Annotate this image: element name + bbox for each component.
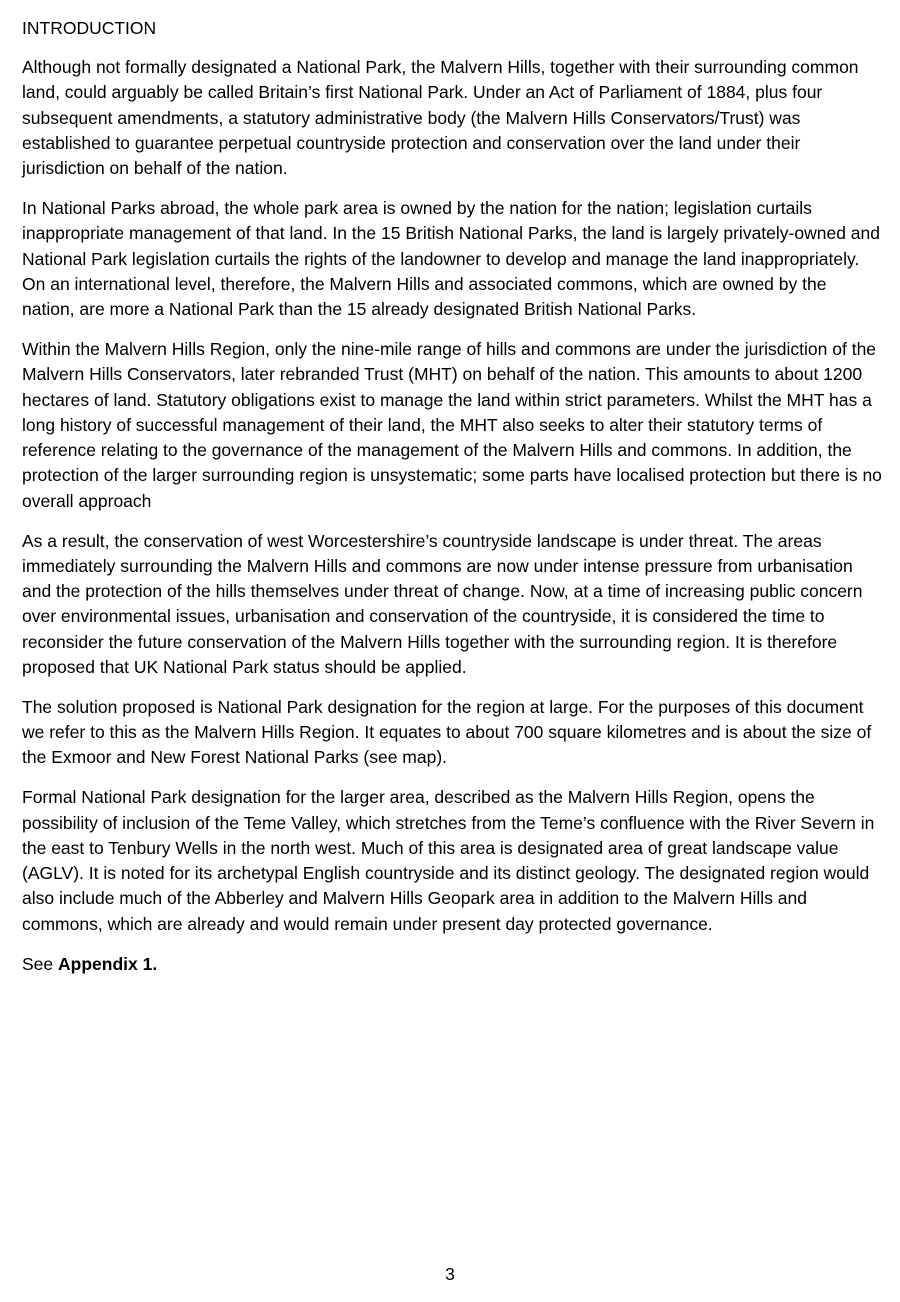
appendix-reference-prefix: See (22, 953, 58, 974)
paragraph-formal-designation: Formal National Park designation for the larger area, described as the Malvern Hills Region, opens the possibility of inclusion of the Teme Valley, which stretches from the Teme’s confluence with the River Severn in the east to Tenbury Wells in the north west. Much of this area is designated area of great landscape value (AGLV). It is noted for its archetypal English countryside and its distinct geology. The designated region would also include much of the Abberley and Malvern Hills Geopark area in addition to the Malvern Hills and commons, which are already and would remain under present day protected governance. (22, 787, 875, 934)
paragraph-conservation-threat: As a result, the conservation of west Worcestershire’s countryside landscape is under threat. The areas immediately surrounding the Malvern Hills and commons are now under intense pressure from urbanisation and the protection of the hills themselves under threat of change. Now, at a time of increasing public concern over environmental issues, urbanisation and conservation of the countryside, it is considered the time to reconsider the future conservation of the Malvern Hills together with the surrounding region. It is therefore proposed that UK National Park status should be applied. (22, 530, 863, 678)
appendix-reference (22, 952, 882, 977)
paragraph-intro: Although not formally designated a National Park, the Malvern Hills, together with their surrounding common land, could arguably be called Britain’s first National Park. Under an Act of Parliament of 1884, plus four subsequent amendments, a statutory administrative body (the Malvern Hills Conservators/Trust) was established to guarantee perpetual countryside protection and conservation over the land under their jurisdiction on behalf of the nation. (22, 57, 859, 179)
page-number: 3 (445, 1264, 455, 1284)
paragraph-national-parks-abroad: In National Parks abroad, the whole park area is owned by the nation for the nation; legislation curtails inappropriate management of that land. In the 15 British National Parks, the land is largely privately-owned and National Park legislation curtails the rights of the landowner to develop and manage the land inappropriately. On an international level, therefore, the Malvern Hills and associated commons, which are owned by the nation, are more a National Park than the 15 already designated British National Parks. (22, 197, 880, 320)
appendix-reference-label: Appendix 1. (58, 953, 158, 974)
document-page (22, 16, 882, 977)
section-heading: INTRODUCTION (22, 18, 157, 38)
paragraph-proposed-solution: The solution proposed is National Park designation for the region at large. For the purposes of this document we refer to this as the Malvern Hills Region. It equates to about 700 square kilometres and is about the size of the Exmoor and New Forest National Parks (see map). (22, 696, 872, 768)
paragraph-malvern-hills-region: Within the Malvern Hills Region, only the nine-mile range of hills and commons are under the jurisdiction of the Malvern Hills Conservators, later rebranded Trust (MHT) on behalf of the nation. This amounts to about 1200 hectares of land. Statutory obligations exist to manage the land within strict parameters. Whilst the MHT has a long history of successful management of their land, the MHT also seeks to alter their statutory terms of reference relating to the governance of the management of the Malvern Hills and commons. In addition, the protection of the larger surrounding region is unsystematic; some parts have localised protection but there is no overall approach (22, 338, 882, 511)
